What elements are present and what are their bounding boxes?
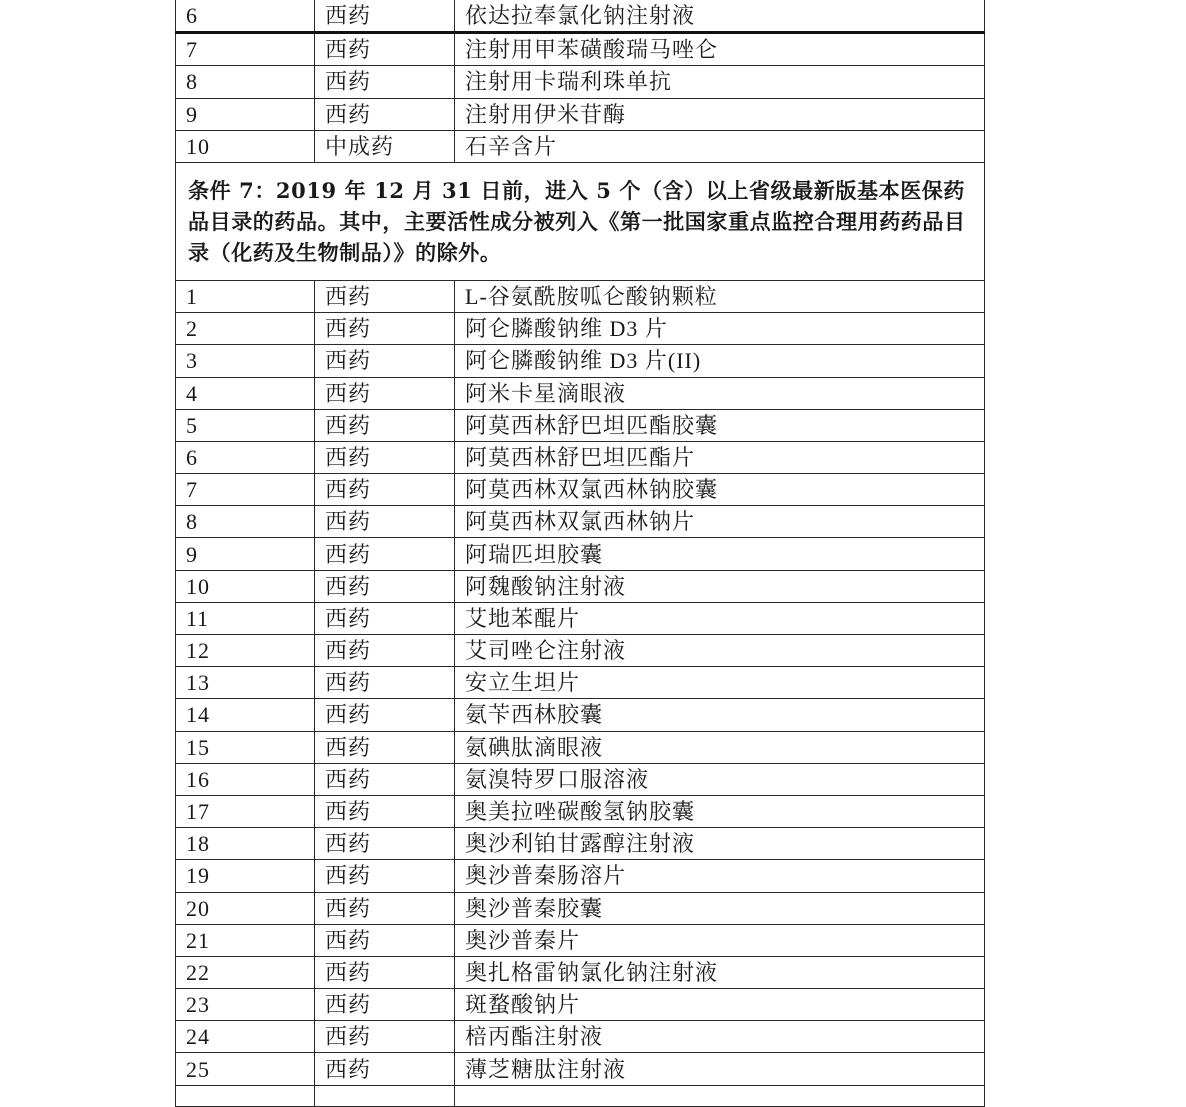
drug-name: 阿莫西林舒巴坦匹酯胶囊 xyxy=(455,409,985,441)
table-row xyxy=(176,1021,985,1053)
table-row xyxy=(176,956,985,988)
drug-category: 西药 xyxy=(315,0,455,33)
row-number: 21 xyxy=(176,924,315,956)
table-row xyxy=(176,98,985,130)
row-number: 23 xyxy=(176,989,315,1021)
row-number: 4 xyxy=(176,377,315,409)
drug-name: 阿仑膦酸钠维 D3 片 xyxy=(455,313,985,345)
drug-name: L-谷氨酰胺呱仑酸钠颗粒 xyxy=(455,280,985,312)
drug-category: 西药 xyxy=(315,828,455,860)
drug-category: 西药 xyxy=(315,98,455,130)
drug-category: 西药 xyxy=(315,892,455,924)
table-row xyxy=(176,506,985,538)
drug-category: 西药 xyxy=(315,1021,455,1053)
row-number: 9 xyxy=(176,538,315,570)
row-number: 5 xyxy=(176,409,315,441)
drug-name: 注射用伊米苷酶 xyxy=(455,98,985,130)
drug-category: 中成药 xyxy=(315,130,455,162)
drug-name: 阿魏酸钠注射液 xyxy=(455,570,985,602)
drug-name: 阿莫西林双氯西林钠胶囊 xyxy=(455,474,985,506)
row-number: 11 xyxy=(176,602,315,634)
row-number: 18 xyxy=(176,828,315,860)
drug-category: 西药 xyxy=(315,1053,455,1085)
table-row xyxy=(176,130,985,162)
condition-7-heading: 条件 7：2019 年 12 月 31 日前，进入 5 个（含）以上省级最新版基本医保药品目录的药品。其中，主要活性成分被列入《第一批国家重点监控合理用药药品目录（化药及生物制品）》的除外。 xyxy=(176,162,985,280)
table-row xyxy=(176,0,985,33)
table-row xyxy=(176,441,985,473)
drug-name: 奥美拉唑碳酸氢钠胶囊 xyxy=(455,795,985,827)
drug-name: 氨碘肽滴眼液 xyxy=(455,731,985,763)
drug-name: 注射用甲苯磺酸瑞马唑仑 xyxy=(455,33,985,66)
drug-category: 西药 xyxy=(315,763,455,795)
row-number: 6 xyxy=(176,441,315,473)
drug-name: 氨苄西林胶囊 xyxy=(455,699,985,731)
drug-name: 艾司唑仑注射液 xyxy=(455,635,985,667)
row-number: 13 xyxy=(176,667,315,699)
drug-name: 依达拉奉氯化钠注射液 xyxy=(455,0,985,33)
table-row xyxy=(176,538,985,570)
drug-name: 斑蝥酸钠片 xyxy=(455,989,985,1021)
row-number: 9 xyxy=(176,98,315,130)
table-row xyxy=(176,667,985,699)
table-row xyxy=(176,731,985,763)
row-number: 7 xyxy=(176,474,315,506)
table-row xyxy=(176,635,985,667)
drug-category: 西药 xyxy=(315,795,455,827)
table-row xyxy=(176,763,985,795)
drug-name: 阿莫西林舒巴坦匹酯片 xyxy=(455,441,985,473)
row-number: 14 xyxy=(176,699,315,731)
drug-name: 氨溴特罗口服溶液 xyxy=(455,763,985,795)
row-number: 10 xyxy=(176,130,315,162)
row-number: 16 xyxy=(176,763,315,795)
drug-category: 西药 xyxy=(315,33,455,66)
drug-name: 安立生坦片 xyxy=(455,667,985,699)
row-number: 20 xyxy=(176,892,315,924)
drug-category: 西药 xyxy=(315,345,455,377)
drug-category: 西药 xyxy=(315,699,455,731)
row-number: 3 xyxy=(176,345,315,377)
empty-cell xyxy=(176,1085,315,1106)
drug-category: 西药 xyxy=(315,570,455,602)
drug-name: 奥沙普秦胶囊 xyxy=(455,892,985,924)
empty-cell xyxy=(455,1085,985,1106)
drug-category: 西药 xyxy=(315,924,455,956)
row-number: 12 xyxy=(176,635,315,667)
drug-table-body xyxy=(176,0,985,1106)
row-number: 15 xyxy=(176,731,315,763)
table-row xyxy=(176,795,985,827)
row-number: 24 xyxy=(176,1021,315,1053)
row-number: 7 xyxy=(176,33,315,66)
drug-category: 西药 xyxy=(315,667,455,699)
drug-name: 阿瑞匹坦胶囊 xyxy=(455,538,985,570)
table-row xyxy=(176,860,985,892)
drug-name: 阿莫西林双氯西林钠片 xyxy=(455,506,985,538)
drug-category: 西药 xyxy=(315,506,455,538)
row-number: 25 xyxy=(176,1053,315,1085)
drug-name: 薄芝糖肽注射液 xyxy=(455,1053,985,1085)
drug-category: 西药 xyxy=(315,860,455,892)
drug-name: 注射用卡瑞利珠单抗 xyxy=(455,66,985,98)
drug-name: 石辛含片 xyxy=(455,130,985,162)
drug-category: 西药 xyxy=(315,989,455,1021)
drug-name: 奥扎格雷钠氯化钠注射液 xyxy=(455,956,985,988)
drug-category: 西药 xyxy=(315,280,455,312)
drug-category: 西药 xyxy=(315,66,455,98)
drug-category: 西药 xyxy=(315,635,455,667)
drug-name: 阿仑膦酸钠维 D3 片(II) xyxy=(455,345,985,377)
table-row xyxy=(176,66,985,98)
table-row xyxy=(176,345,985,377)
row-number: 19 xyxy=(176,860,315,892)
table-row xyxy=(176,699,985,731)
drug-category: 西药 xyxy=(315,409,455,441)
drug-name: 棓丙酯注射液 xyxy=(455,1021,985,1053)
table-row xyxy=(176,924,985,956)
drug-category: 西药 xyxy=(315,731,455,763)
table-row xyxy=(176,377,985,409)
drug-name: 艾地苯醌片 xyxy=(455,602,985,634)
row-number: 8 xyxy=(176,66,315,98)
table-row xyxy=(176,409,985,441)
drug-category: 西药 xyxy=(315,313,455,345)
empty-cell xyxy=(315,1085,455,1106)
drug-category: 西药 xyxy=(315,474,455,506)
table-row xyxy=(176,313,985,345)
row-number: 6 xyxy=(176,0,315,33)
table-row xyxy=(176,1053,985,1085)
table-row xyxy=(176,280,985,312)
drug-category: 西药 xyxy=(315,538,455,570)
drug-name: 奥沙普秦肠溶片 xyxy=(455,860,985,892)
section-heading-row xyxy=(176,162,985,280)
drug-name: 奥沙普秦片 xyxy=(455,924,985,956)
drug-list-table xyxy=(175,0,985,1107)
drug-category: 西药 xyxy=(315,956,455,988)
row-number: 22 xyxy=(176,956,315,988)
drug-category: 西药 xyxy=(315,441,455,473)
row-number: 10 xyxy=(176,570,315,602)
drug-name: 阿米卡星滴眼液 xyxy=(455,377,985,409)
table-row xyxy=(176,602,985,634)
drug-category: 西药 xyxy=(315,377,455,409)
table-row xyxy=(176,570,985,602)
table-row xyxy=(176,892,985,924)
row-number: 2 xyxy=(176,313,315,345)
table-row xyxy=(176,989,985,1021)
row-number: 8 xyxy=(176,506,315,538)
table-row-partial xyxy=(176,1085,985,1106)
row-number: 1 xyxy=(176,280,315,312)
table-row xyxy=(176,828,985,860)
drug-name: 奥沙利铂甘露醇注射液 xyxy=(455,828,985,860)
drug-category: 西药 xyxy=(315,602,455,634)
table-row xyxy=(176,33,985,66)
table-row xyxy=(176,474,985,506)
row-number: 17 xyxy=(176,795,315,827)
